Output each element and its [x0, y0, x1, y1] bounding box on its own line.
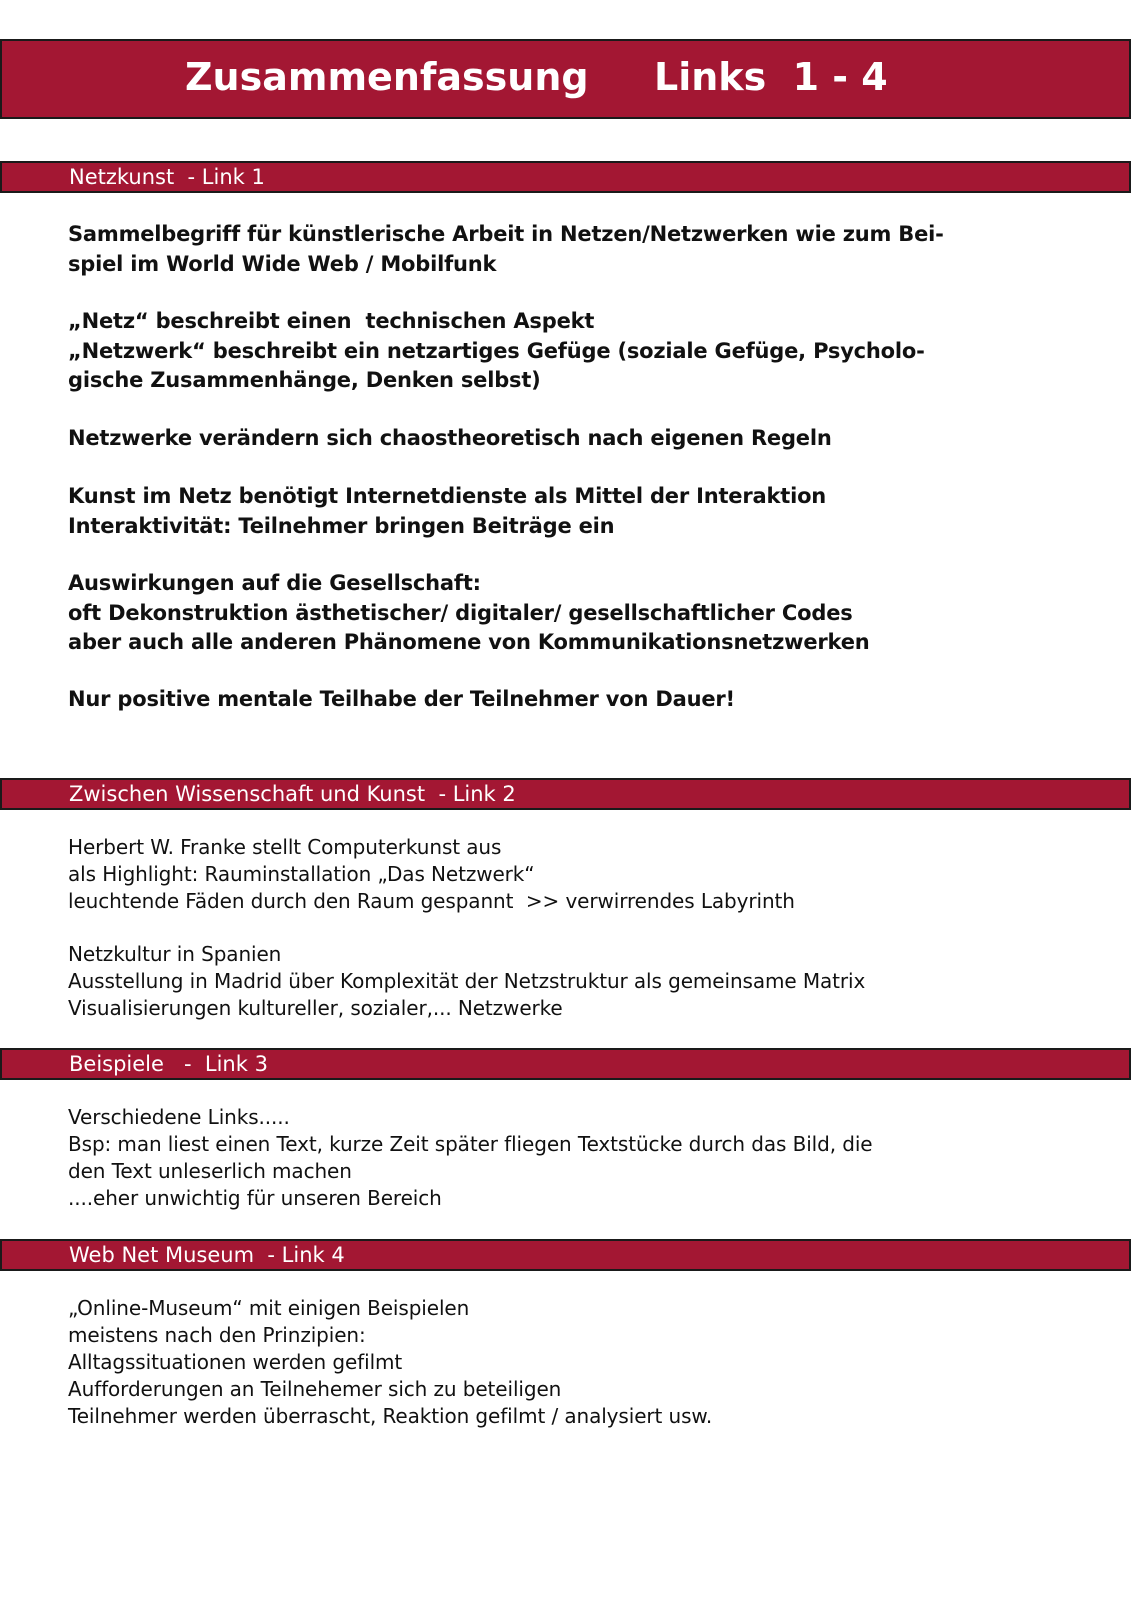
- section-body-link-3: [68, 1104, 872, 1212]
- text-line: Netzkultur in Spanien: [68, 942, 282, 966]
- text-line: Visualisierungen kultureller, sozialer,... Netzwerke: [68, 996, 563, 1020]
- section-body-link-4: [68, 1295, 712, 1430]
- section-heading: Beispiele - Link 3: [69, 1052, 268, 1076]
- text-line: „Online-Museum“ mit einigen Beispielen: [68, 1296, 470, 1320]
- section-header-link-4: [0, 1239, 1131, 1271]
- section-body-link-1: [68, 307, 925, 396]
- section-body-link-2: [68, 834, 795, 915]
- text-line: „Netzwerk“ beschreibt ein netzartiges Gefüge (soziale Gefüge, Psycholo-: [68, 338, 925, 363]
- text-line: Teilnehmer werden überrascht, Reaktion gefilmt / analysiert usw.: [68, 1404, 713, 1428]
- text-line: Netzwerke verändern sich chaostheoretisch nach eigenen Regeln: [68, 426, 832, 450]
- text-line: Auswirkungen auf die Gesellschaft:: [68, 571, 481, 595]
- text-line: Sammelbegriff für künstlerische Arbeit in Netzen/Netzwerken wie zum Bei-: [68, 222, 944, 246]
- text-line: meistens nach den Prinzipien:: [68, 1323, 366, 1347]
- text-line: Ausstellung in Madrid über Komplexität der Netzstruktur als gemeinsame Matrix: [68, 969, 866, 993]
- section-heading: Zwischen Wissenschaft und Kunst - Link 2: [69, 782, 516, 806]
- text-line: Aufforderungen an Teilnehemer sich zu beteiligen: [68, 1377, 562, 1401]
- section-body-link-1: [68, 482, 826, 541]
- text-line: aber auch alle anderen Phänomene von Kommunikationsnetzwerken: [68, 630, 870, 654]
- text-line: Verschiedene Links.....: [68, 1105, 290, 1129]
- text-line: gische Zusammenhänge, Denken selbst): [68, 368, 541, 392]
- text-line: „Netz“ beschreibt einen technischen Aspekt: [68, 309, 595, 333]
- text-line: Herbert W. Franke stellt Computerkunst aus: [68, 835, 502, 859]
- section-body-link-1: [68, 424, 832, 454]
- title-bar: [0, 39, 1131, 119]
- text-line: Kunst im Netz benötigt Internetdienste als Mittel der Interaktion: [68, 484, 827, 508]
- section-body-link-1: [68, 685, 735, 715]
- section-heading: Netzkunst - Link 1: [69, 165, 265, 189]
- links-range-title: Links 1 - 4: [654, 55, 888, 99]
- section-body-link-2: [68, 941, 865, 1022]
- text-line: spiel im World Wide Web / Mobilfunk: [68, 251, 497, 276]
- section-header-link-1: [0, 161, 1131, 193]
- section-body-link-1: [68, 220, 944, 279]
- page-title: Zusammenfassung: [185, 55, 589, 99]
- text-line: als Highlight: Rauminstallation „Das Netzwerk“: [68, 862, 535, 886]
- text-line: Alltagssituationen werden gefilmt: [68, 1350, 403, 1374]
- text-line: Bsp: man liest einen Text, kurze Zeit später fliegen Textstücke durch das Bild, die: [68, 1132, 873, 1156]
- text-line: Nur positive mentale Teilhabe der Teilnehmer von Dauer!: [68, 687, 735, 711]
- text-line: oft Dekonstruktion ästhetischer/ digitaler/ gesellschaftlicher Codes: [68, 600, 853, 625]
- text-line: leuchtende Fäden durch den Raum gespannt >> verwirrendes Labyrinth: [68, 889, 795, 913]
- section-header-link-2: [0, 778, 1131, 810]
- text-line: Interaktivität: Teilnehmer bringen Beiträge ein: [68, 513, 615, 538]
- section-heading: Web Net Museum - Link 4: [69, 1243, 345, 1267]
- section-header-link-3: [0, 1048, 1131, 1080]
- text-line: ....eher unwichtig für unseren Bereich: [68, 1186, 442, 1210]
- text-line: den Text unleserlich machen: [68, 1159, 352, 1183]
- section-body-link-1: [68, 569, 870, 658]
